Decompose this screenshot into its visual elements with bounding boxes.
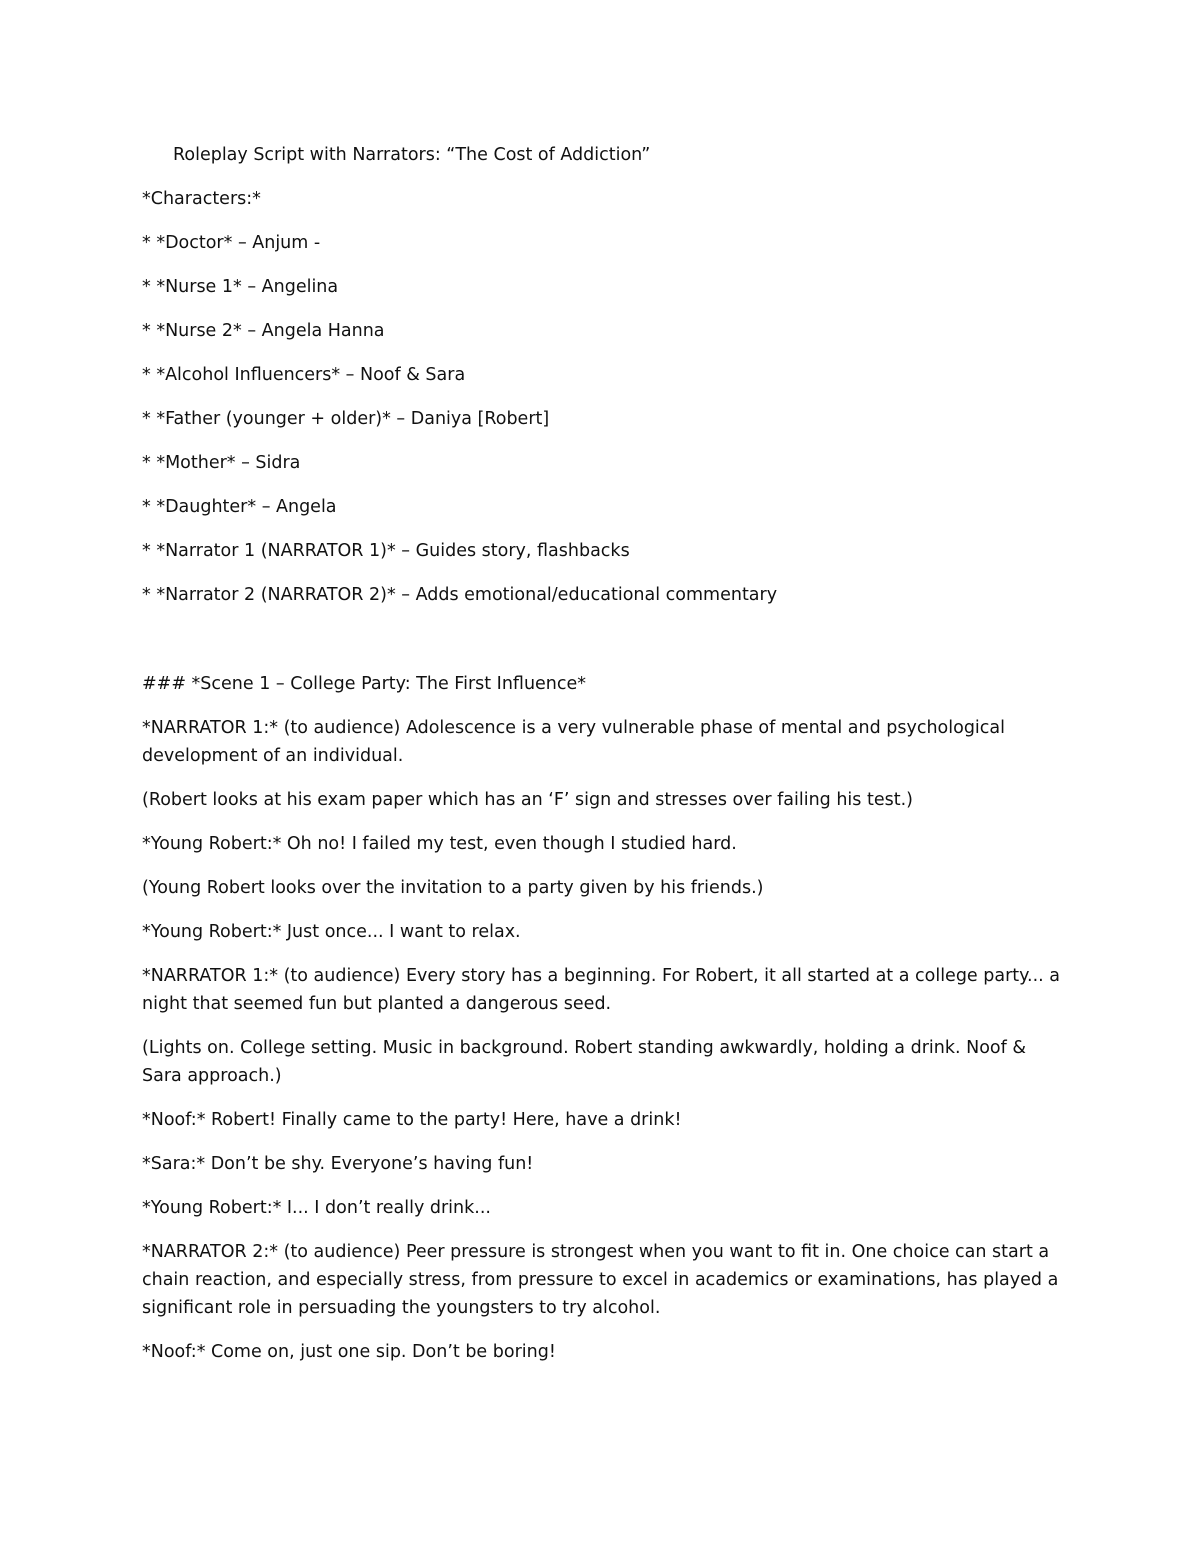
characters-heading: *Characters:*	[142, 189, 261, 209]
character-item-alcohol-influencers: * *Alcohol Influencers* – Noof & Sara	[142, 365, 466, 385]
script-line: (Robert looks at his exam paper which has an ‘F’ sign and stresses over failing his test.)	[142, 790, 913, 810]
script-line: *NARRATOR 1:* (to audience) Every story has a beginning. For Robert, it all started at a college party... a night that seemed fun but planted a dangerous seed.	[142, 966, 1060, 1014]
script-line: *Sara:* Don’t be shy. Everyone’s having fun!	[142, 1154, 534, 1174]
script-line: *NARRATOR 2:* (to audience) Peer pressure is strongest when you want to fit in. One choice can start a chain reaction, and especially stress, from pressure to excel in academics or examinations, has played a significant role in persuading the youngsters to try alcohol.	[142, 1242, 1059, 1318]
section-spacer	[142, 625, 1062, 670]
script-line: (Lights on. College setting. Music in background. Robert standing awkwardly, holding a drink. Noof & Sara approach.)	[142, 1038, 1026, 1086]
script-line: *Noof:* Robert! Finally came to the party! Here, have a drink!	[142, 1110, 682, 1130]
script-line: *NARRATOR 1:* (to audience) Adolescence is a very vulnerable phase of mental and psychological development of an individual.	[142, 718, 1006, 766]
script-line: (Young Robert looks over the invitation to a party given by his friends.)	[142, 878, 764, 898]
script-line: *Young Robert:* I... I don’t really drink...	[142, 1198, 491, 1218]
character-item-doctor: * *Doctor* – Anjum -	[142, 233, 321, 253]
character-item-nurse-1: * *Nurse 1* – Angelina	[142, 277, 339, 297]
character-item-daughter: * *Daughter* – Angela	[142, 497, 337, 517]
character-item-father: * *Father (younger + older)* – Daniya [Robert]	[142, 409, 550, 429]
character-item-nurse-2: * *Nurse 2* – Angela Hanna	[142, 321, 385, 341]
script-line: *Young Robert:* Just once... I want to relax.	[142, 922, 521, 942]
script-line: *Noof:* Come on, just one sip. Don’t be boring!	[142, 1342, 556, 1362]
script-line: *Young Robert:* Oh no! I failed my test, even though I studied hard.	[142, 834, 737, 854]
scene-heading: ### *Scene 1 – College Party: The First Influence*	[142, 674, 587, 694]
character-item-narrator-1: * *Narrator 1 (NARRATOR 1)* – Guides story, flashbacks	[142, 541, 630, 561]
character-list	[142, 229, 1062, 609]
document-title: Roleplay Script with Narrators: “The Cost of Addiction”	[173, 145, 651, 165]
document-body	[142, 141, 1062, 1382]
character-item-mother: * *Mother* – Sidra	[142, 453, 301, 473]
character-item-narrator-2: * *Narrator 2 (NARRATOR 2)* – Adds emotional/educational commentary	[142, 585, 778, 605]
